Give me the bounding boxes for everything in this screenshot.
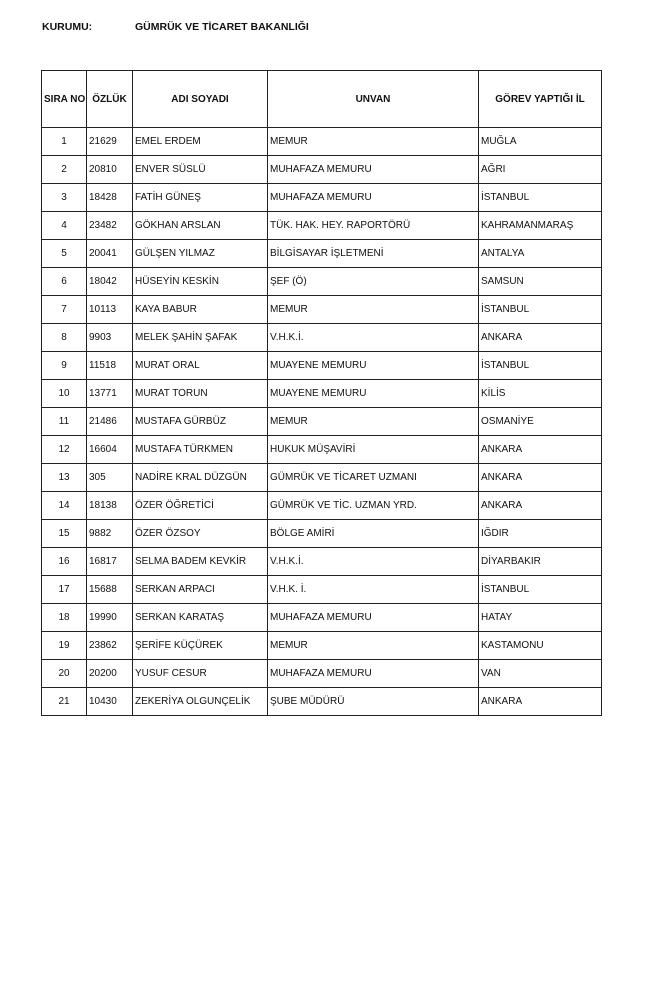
table-row <box>42 464 602 492</box>
cell-sira-no: 11 <box>42 408 87 436</box>
cell-ozluk: 18042 <box>87 268 133 296</box>
cell-unvan: GÜMRÜK VE TİCARET UZMANI <box>268 464 479 492</box>
cell-ozluk: 10430 <box>87 688 133 716</box>
cell-adi-soyadi: ENVER SÜSLÜ <box>133 156 268 184</box>
cell-adi-soyadi: GÜLŞEN YILMAZ <box>133 240 268 268</box>
cell-ozluk: 18138 <box>87 492 133 520</box>
cell-ozluk: 9882 <box>87 520 133 548</box>
cell-adi-soyadi: KAYA BABUR <box>133 296 268 324</box>
column-header-adi-soyadi: ADI SOYADI <box>133 71 268 128</box>
cell-ozluk: 21486 <box>87 408 133 436</box>
table-row <box>42 324 602 352</box>
cell-adi-soyadi: ŞERİFE KÜÇÜREK <box>133 632 268 660</box>
cell-ozluk: 11518 <box>87 352 133 380</box>
cell-adi-soyadi: SERKAN KARATAŞ <box>133 604 268 632</box>
document-header <box>42 21 602 39</box>
cell-adi-soyadi: SELMA BADEM KEVKİR <box>133 548 268 576</box>
cell-adi-soyadi: ÖZER ÖZSOY <box>133 520 268 548</box>
cell-unvan: MUHAFAZA MEMURU <box>268 604 479 632</box>
cell-adi-soyadi: MUSTAFA TÜRKMEN <box>133 436 268 464</box>
cell-unvan: MUHAFAZA MEMURU <box>268 184 479 212</box>
cell-adi-soyadi: HÜSEYİN KESKİN <box>133 268 268 296</box>
table-row <box>42 520 602 548</box>
cell-gorev-il: ANKARA <box>479 464 602 492</box>
cell-ozluk: 16604 <box>87 436 133 464</box>
cell-sira-no: 4 <box>42 212 87 240</box>
table-row <box>42 492 602 520</box>
cell-unvan: MUAYENE MEMURU <box>268 380 479 408</box>
cell-unvan: BİLGİSAYAR İŞLETMENİ <box>268 240 479 268</box>
table-row <box>42 240 602 268</box>
cell-adi-soyadi: NADİRE KRAL DÜZGÜN <box>133 464 268 492</box>
column-header-gorev-il: GÖREV YAPTIĞI İL <box>479 71 602 128</box>
cell-ozluk: 16817 <box>87 548 133 576</box>
cell-ozluk: 18428 <box>87 184 133 212</box>
cell-gorev-il: AĞRI <box>479 156 602 184</box>
cell-unvan: TÜK. HAK. HEY. RAPORTÖRÜ <box>268 212 479 240</box>
table-row <box>42 688 602 716</box>
cell-adi-soyadi: ÖZER ÖĞRETİCİ <box>133 492 268 520</box>
table-header-row <box>42 71 602 128</box>
cell-unvan: MEMUR <box>268 128 479 156</box>
cell-sira-no: 1 <box>42 128 87 156</box>
cell-sira-no: 16 <box>42 548 87 576</box>
cell-gorev-il: İSTANBUL <box>479 576 602 604</box>
cell-unvan: MEMUR <box>268 296 479 324</box>
table-row <box>42 632 602 660</box>
cell-unvan: MUAYENE MEMURU <box>268 352 479 380</box>
cell-sira-no: 6 <box>42 268 87 296</box>
cell-ozluk: 21629 <box>87 128 133 156</box>
table-row <box>42 268 602 296</box>
cell-gorev-il: İSTANBUL <box>479 184 602 212</box>
table-row <box>42 408 602 436</box>
table-row <box>42 660 602 688</box>
table-body <box>42 128 602 716</box>
cell-sira-no: 3 <box>42 184 87 212</box>
cell-adi-soyadi: GÖKHAN ARSLAN <box>133 212 268 240</box>
cell-adi-soyadi: ZEKERİYA OLGUNÇELİK <box>133 688 268 716</box>
table-row <box>42 604 602 632</box>
cell-sira-no: 15 <box>42 520 87 548</box>
table-row <box>42 548 602 576</box>
cell-sira-no: 9 <box>42 352 87 380</box>
cell-sira-no: 2 <box>42 156 87 184</box>
cell-adi-soyadi: EMEL ERDEM <box>133 128 268 156</box>
table-row <box>42 352 602 380</box>
cell-adi-soyadi: FATİH GÜNEŞ <box>133 184 268 212</box>
cell-sira-no: 17 <box>42 576 87 604</box>
cell-adi-soyadi: SERKAN ARPACI <box>133 576 268 604</box>
cell-unvan: HUKUK MÜŞAVİRİ <box>268 436 479 464</box>
cell-gorev-il: IĞDIR <box>479 520 602 548</box>
cell-sira-no: 21 <box>42 688 87 716</box>
institution-label: KURUMU: <box>42 21 93 33</box>
table-row <box>42 156 602 184</box>
table-row <box>42 436 602 464</box>
cell-unvan: V.H.K. İ. <box>268 576 479 604</box>
cell-sira-no: 19 <box>42 632 87 660</box>
cell-unvan: BÖLGE AMİRİ <box>268 520 479 548</box>
cell-unvan: ŞUBE MÜDÜRÜ <box>268 688 479 716</box>
cell-sira-no: 7 <box>42 296 87 324</box>
table-row <box>42 296 602 324</box>
cell-gorev-il: SAMSUN <box>479 268 602 296</box>
cell-gorev-il: OSMANİYE <box>479 408 602 436</box>
table-row <box>42 576 602 604</box>
cell-gorev-il: ANKARA <box>479 688 602 716</box>
cell-adi-soyadi: MURAT ORAL <box>133 352 268 380</box>
cell-ozluk: 13771 <box>87 380 133 408</box>
cell-gorev-il: KİLİS <box>479 380 602 408</box>
cell-gorev-il: ANKARA <box>479 492 602 520</box>
cell-sira-no: 12 <box>42 436 87 464</box>
cell-gorev-il: MUĞLA <box>479 128 602 156</box>
cell-adi-soyadi: MURAT TORUN <box>133 380 268 408</box>
cell-gorev-il: İSTANBUL <box>479 296 602 324</box>
cell-sira-no: 5 <box>42 240 87 268</box>
cell-gorev-il: ANKARA <box>479 324 602 352</box>
cell-unvan: MEMUR <box>268 632 479 660</box>
cell-unvan: V.H.K.İ. <box>268 324 479 352</box>
cell-ozluk: 23482 <box>87 212 133 240</box>
cell-sira-no: 8 <box>42 324 87 352</box>
cell-unvan: ŞEF (Ö) <box>268 268 479 296</box>
table-row <box>42 184 602 212</box>
cell-ozluk: 305 <box>87 464 133 492</box>
cell-gorev-il: DİYARBAKIR <box>479 548 602 576</box>
cell-adi-soyadi: YUSUF CESUR <box>133 660 268 688</box>
cell-ozluk: 19990 <box>87 604 133 632</box>
cell-unvan: MUHAFAZA MEMURU <box>268 156 479 184</box>
cell-gorev-il: VAN <box>479 660 602 688</box>
cell-ozluk: 23862 <box>87 632 133 660</box>
column-header-unvan: UNVAN <box>268 71 479 128</box>
cell-unvan: MEMUR <box>268 408 479 436</box>
cell-sira-no: 18 <box>42 604 87 632</box>
cell-ozluk: 9903 <box>87 324 133 352</box>
cell-unvan: MUHAFAZA MEMURU <box>268 660 479 688</box>
cell-ozluk: 10113 <box>87 296 133 324</box>
cell-sira-no: 10 <box>42 380 87 408</box>
cell-unvan: GÜMRÜK VE TİC. UZMAN YRD. <box>268 492 479 520</box>
table-row <box>42 212 602 240</box>
cell-gorev-il: ANTALYA <box>479 240 602 268</box>
table-row <box>42 128 602 156</box>
cell-sira-no: 20 <box>42 660 87 688</box>
table-row <box>42 380 602 408</box>
cell-gorev-il: İSTANBUL <box>479 352 602 380</box>
cell-sira-no: 13 <box>42 464 87 492</box>
cell-gorev-il: KAHRAMANMARAŞ <box>479 212 602 240</box>
cell-sira-no: 14 <box>42 492 87 520</box>
cell-ozluk: 20200 <box>87 660 133 688</box>
institution-name: GÜMRÜK VE TİCARET BAKANLIĞI <box>135 21 309 33</box>
cell-gorev-il: KASTAMONU <box>479 632 602 660</box>
personnel-table <box>41 70 602 716</box>
cell-gorev-il: HATAY <box>479 604 602 632</box>
cell-ozluk: 20041 <box>87 240 133 268</box>
cell-adi-soyadi: MELEK ŞAHİN ŞAFAK <box>133 324 268 352</box>
column-header-sira-no: SIRA NO <box>42 71 87 128</box>
cell-ozluk: 15688 <box>87 576 133 604</box>
cell-gorev-il: ANKARA <box>479 436 602 464</box>
column-header-ozluk: ÖZLÜK <box>87 71 133 128</box>
cell-adi-soyadi: MUSTAFA GÜRBÜZ <box>133 408 268 436</box>
cell-unvan: V.H.K.İ. <box>268 548 479 576</box>
cell-ozluk: 20810 <box>87 156 133 184</box>
